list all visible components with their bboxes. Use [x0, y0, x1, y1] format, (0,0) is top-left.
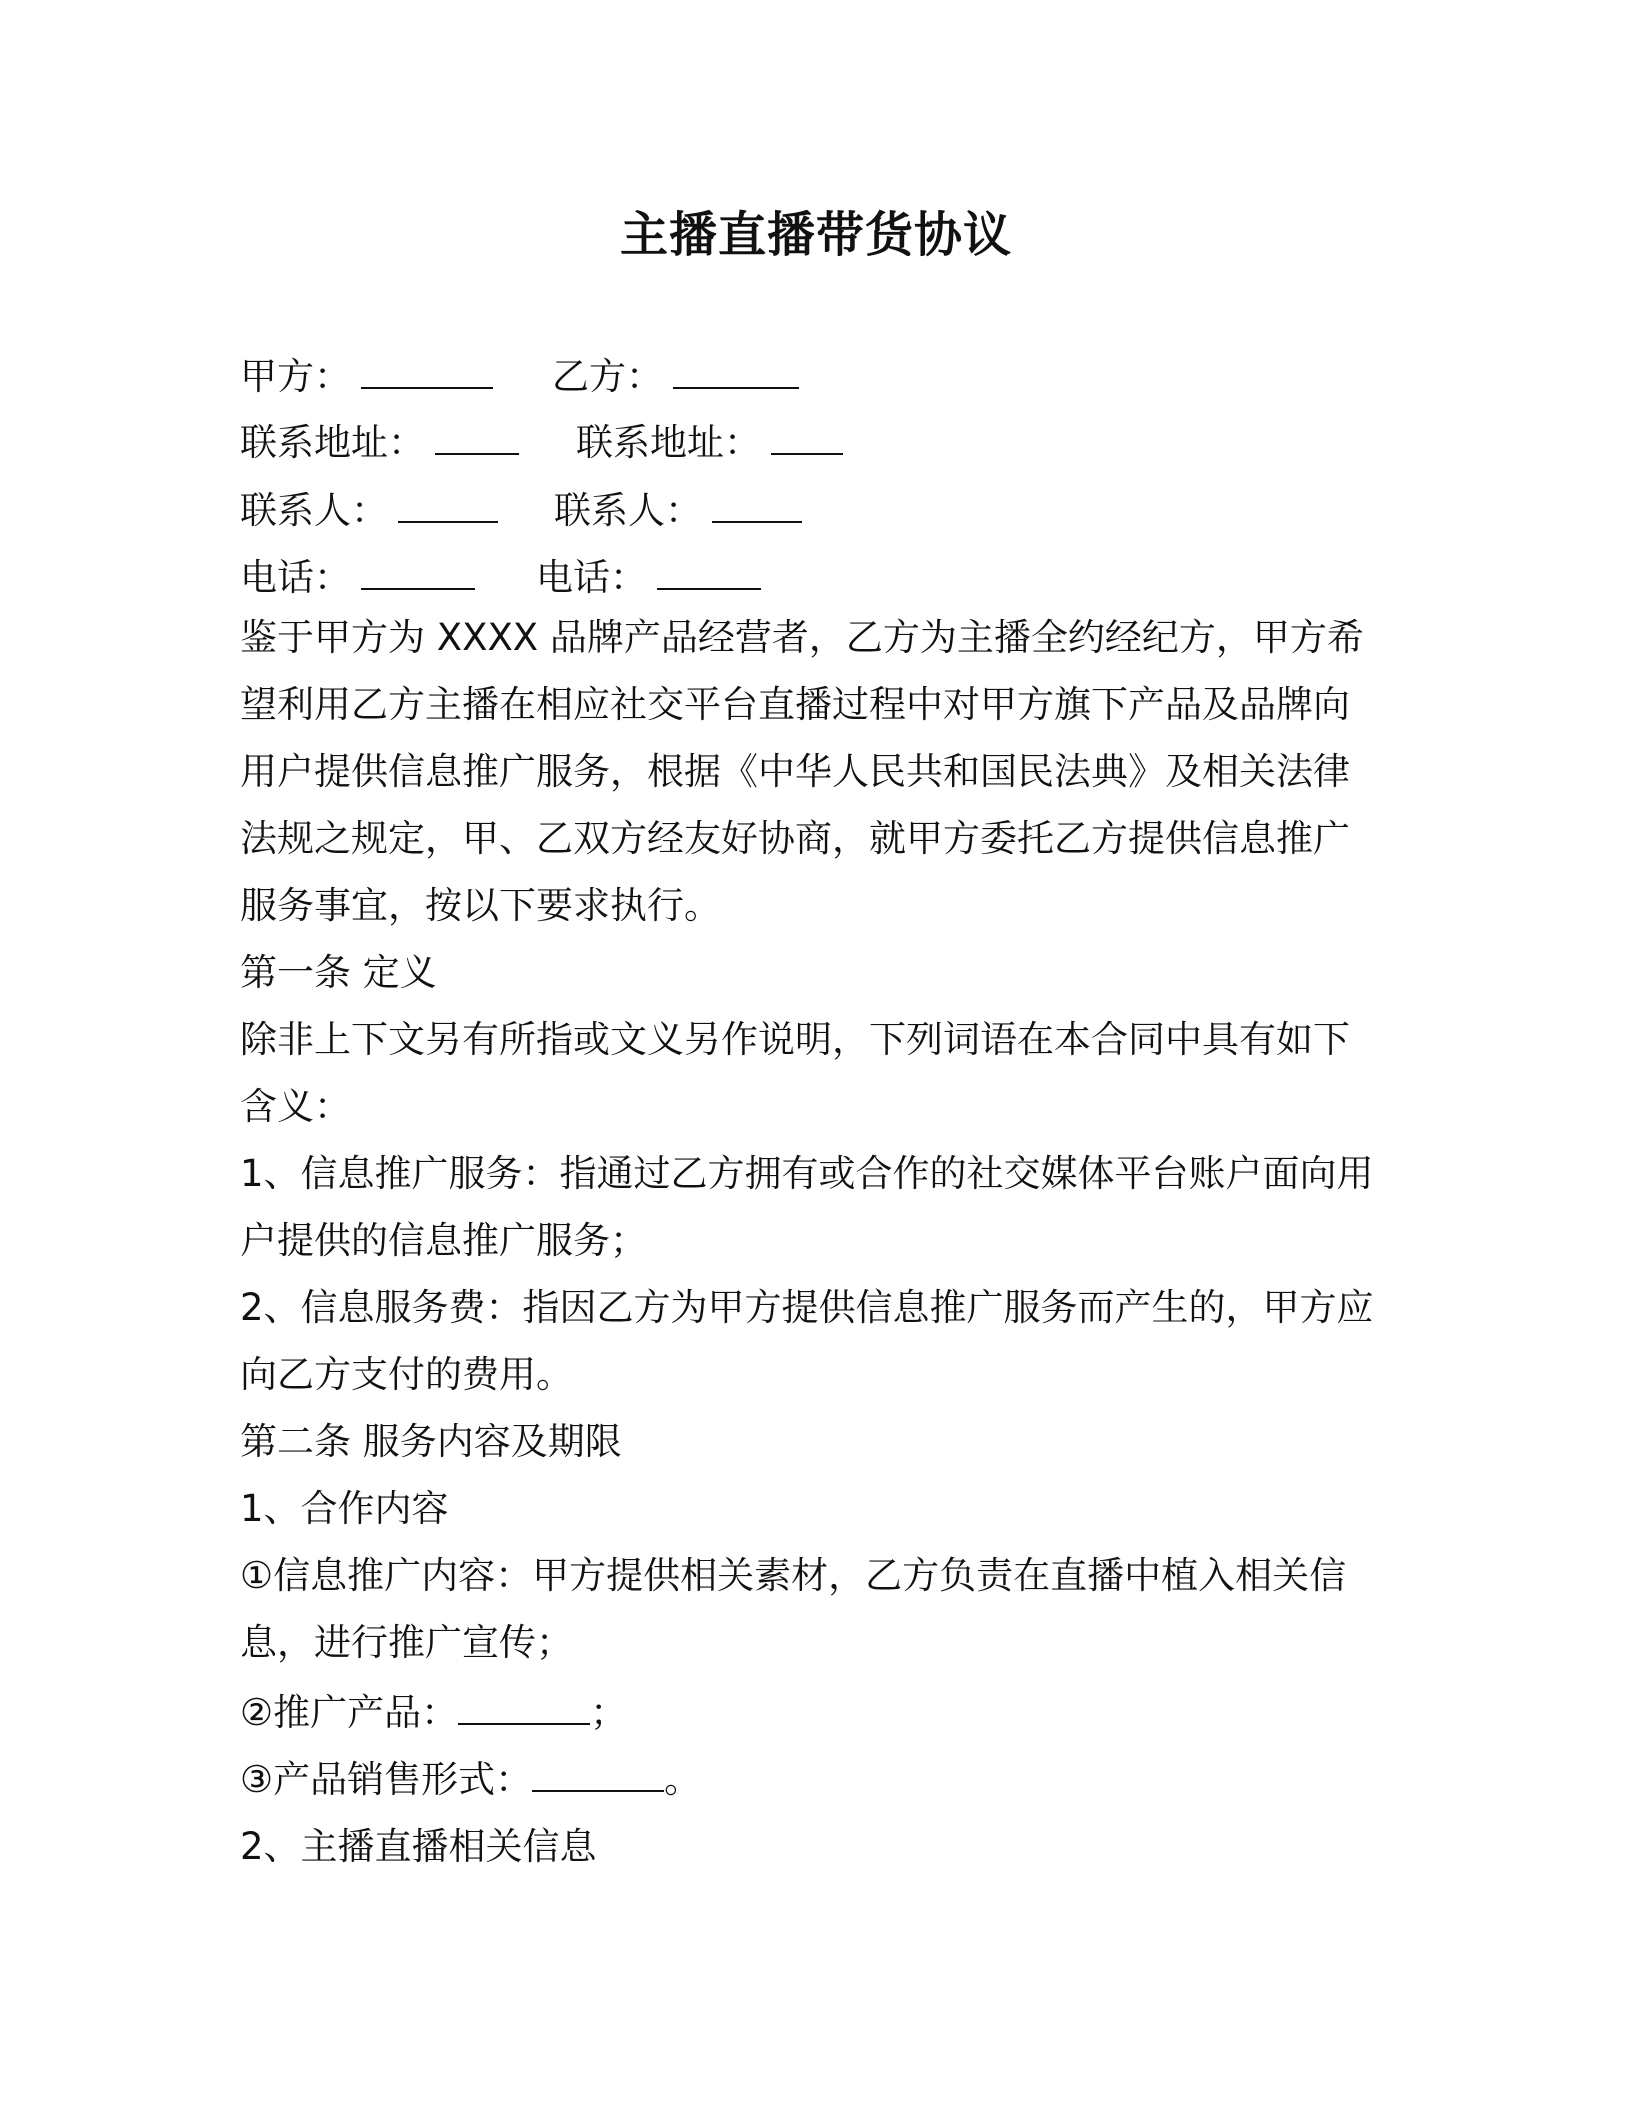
product-label: ②推广产品：	[240, 1691, 459, 1734]
document-title: 主播直播带货协议	[619, 207, 1012, 263]
party-b-contact-label: 联系人：	[554, 489, 702, 532]
party-b-address-row	[576, 418, 843, 468]
product-end: ；	[590, 1691, 628, 1734]
body-line: 鉴于甲方为 XXXX 品牌产品经营者，乙方为主播全约经纪方，甲方希	[240, 616, 1364, 659]
subsection-heading: 2、主播直播相关信息	[240, 1825, 597, 1868]
party-b-address-blank[interactable]	[771, 419, 843, 455]
party-b-blank[interactable]	[673, 353, 799, 389]
body-line: 含义：	[240, 1085, 351, 1128]
party-b-contact-row	[554, 486, 802, 536]
section-heading-1: 第一条 定义	[240, 951, 437, 994]
party-a-phone-row	[240, 553, 475, 603]
party-a-phone-label: 电话：	[240, 556, 351, 599]
party-a-label: 甲方：	[240, 355, 351, 398]
party-a-contact-row	[240, 486, 498, 536]
party-b-phone-label: 电话：	[536, 556, 647, 599]
party-a-contact-blank[interactable]	[398, 487, 498, 523]
party-b-address-label: 联系地址：	[576, 421, 761, 464]
party-a-phone-blank[interactable]	[361, 554, 475, 590]
body-line: 息，进行推广宣传；	[240, 1621, 573, 1664]
body-line: ①信息推广内容：甲方提供相关素材，乙方负责在直播中植入相关信	[240, 1554, 1347, 1597]
party-b-phone-row	[536, 553, 761, 603]
party-b-phone-blank[interactable]	[657, 554, 761, 590]
body-line: 用户提供信息推广服务，根据《中华人民共和国民法典》及相关法律	[240, 750, 1350, 793]
body-line: 户提供的信息推广服务；	[240, 1219, 647, 1262]
party-a-row	[240, 352, 493, 402]
sales-form-end: 。	[664, 1758, 702, 1801]
body-line: 服务事宜，按以下要求执行。	[240, 884, 721, 927]
body-line: 除非上下文另有所指或文义另作说明，下列词语在本合同中具有如下	[240, 1018, 1350, 1061]
body-line: 法规之规定，甲、乙双方经友好协商，就甲方委托乙方提供信息推广	[240, 817, 1350, 860]
party-a-address-label: 联系地址：	[240, 421, 425, 464]
party-a-address-row	[240, 418, 519, 468]
party-a-address-blank[interactable]	[435, 419, 519, 455]
body-line: 2、信息服务费：指因乙方为甲方提供信息推广服务而产生的，甲方应	[240, 1286, 1374, 1329]
party-a-contact-label: 联系人：	[240, 489, 388, 532]
party-a-blank[interactable]	[361, 353, 493, 389]
body-line: 向乙方支付的费用。	[240, 1353, 573, 1396]
subsection-heading: 1、合作内容	[240, 1487, 449, 1530]
body-line: 望利用乙方主播在相应社交平台直播过程中对甲方旗下产品及品牌向	[240, 683, 1350, 726]
party-b-contact-blank[interactable]	[712, 487, 802, 523]
party-b-label: 乙方：	[552, 355, 663, 398]
product-row	[240, 1688, 627, 1738]
sales-form-blank[interactable]	[532, 1756, 664, 1792]
sales-form-label: ③产品销售形式：	[240, 1758, 533, 1801]
body-line: 1、信息推广服务：指通过乙方拥有或合作的社交媒体平台账户面向用	[240, 1152, 1374, 1195]
product-blank[interactable]	[458, 1689, 590, 1725]
sales-form-row	[240, 1755, 701, 1805]
section-heading-2: 第二条 服务内容及期限	[240, 1420, 622, 1463]
party-b-row	[552, 352, 799, 402]
